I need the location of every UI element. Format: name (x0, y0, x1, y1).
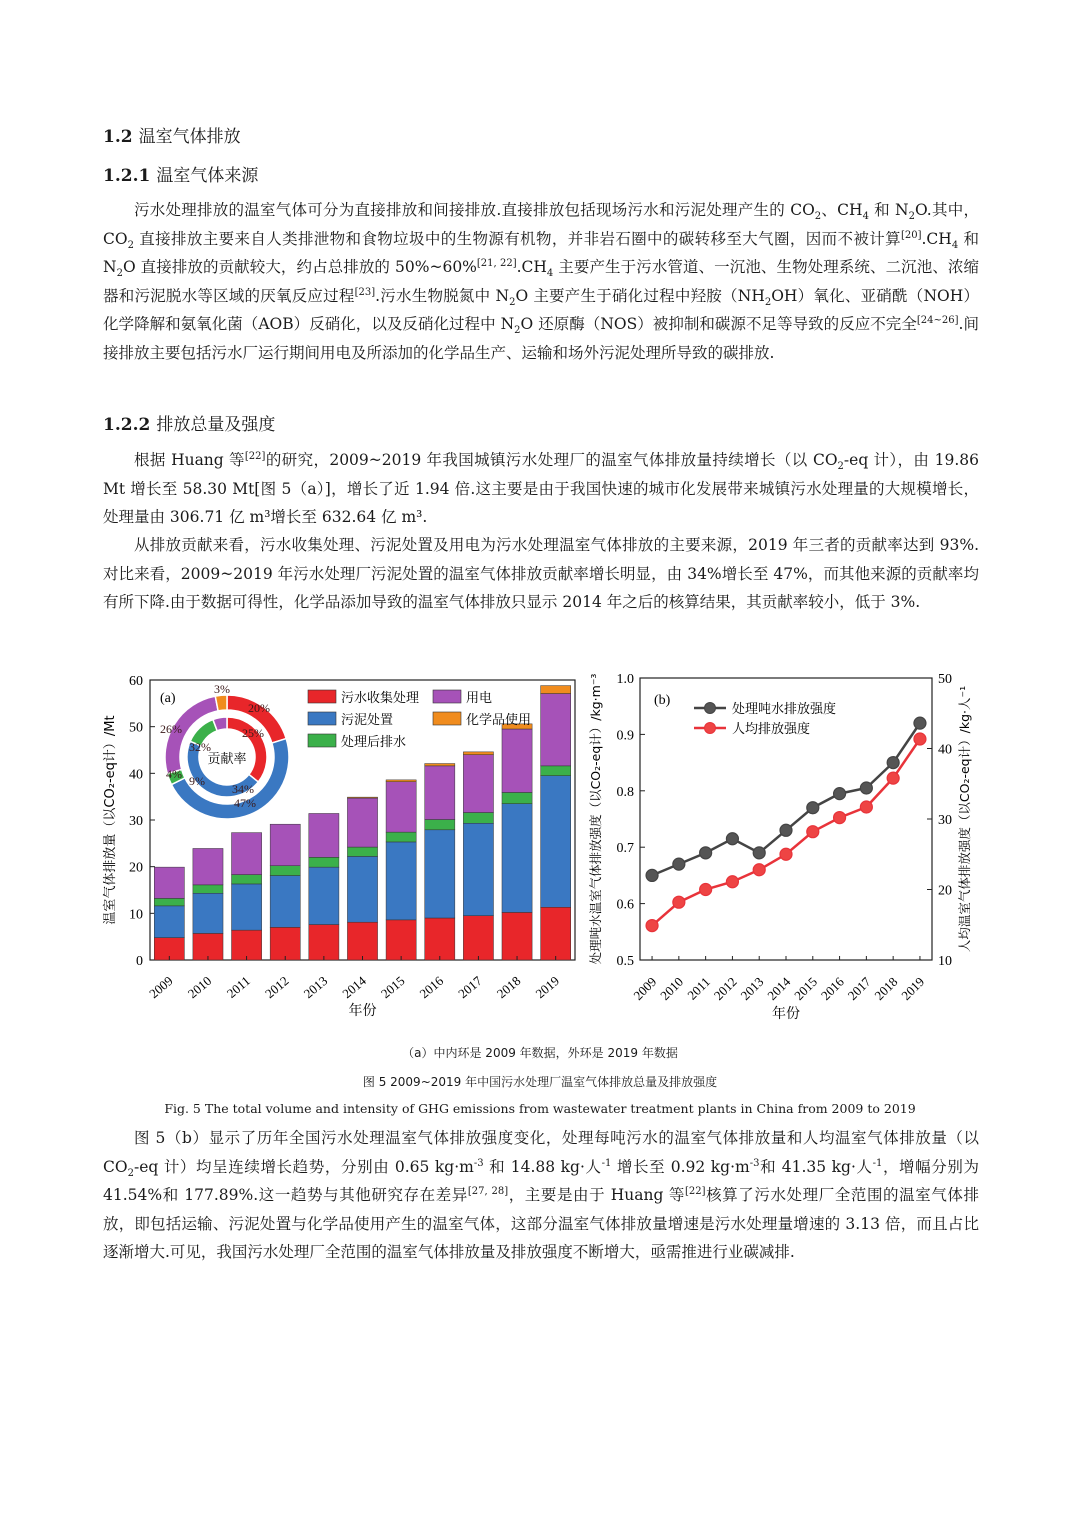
bar-segment (309, 857, 339, 867)
y-tick-label-right: 30 (938, 813, 952, 828)
x-tick-label-a: 2015 (377, 973, 408, 1002)
bar-segment (232, 875, 262, 884)
bar-segment (425, 766, 455, 820)
series-point (807, 802, 819, 814)
chart-b (588, 672, 972, 1022)
x-axis-label-b: 年份 (772, 1006, 800, 1022)
bar-segment (193, 893, 223, 933)
bar-segment (463, 823, 493, 915)
paragraph-contribution: 从排放贡献来看，污水收集处理、污泥处置及用电为污水处理温室气体排放的主要来源，2019 年三者的贡献率达到 93%.对比来看，2009~2019 年污水处理厂污泥处置的温室气体排放贡献率增长明显，由 34%增长至 47%，而其他来源的贡献率均有所下降.由于数据可得性，化学品添加导致的温室气体排放只显示 2014 年之后的核算结果，其贡献率较小，低于 3%. (103, 536, 979, 611)
series-point (914, 717, 926, 729)
x-tick-label-b: 2014 (764, 974, 794, 1003)
bar-segment (270, 824, 300, 866)
y-tick-label-right: 10 (938, 954, 952, 969)
series-point (726, 833, 738, 845)
y-tick-label-right: 20 (938, 883, 952, 899)
x-tick-label-b: 2010 (657, 974, 687, 1003)
figure-subcaption: （a）中内环是 2009 年数据，外环是 2019 年数据 (402, 1046, 678, 1060)
donut-percent-label: 32% (189, 740, 211, 754)
bar-segment (193, 848, 223, 884)
series-point (807, 826, 819, 838)
series-point (646, 920, 658, 932)
series-point (887, 772, 899, 784)
y-tick-label-a: 40 (129, 767, 143, 783)
donut-percent-label: 9% (189, 774, 205, 788)
x-tick-label-a: 2011 (223, 973, 253, 1001)
series-point (887, 757, 899, 769)
x-tick-label-a: 2018 (493, 973, 524, 1002)
bar-segment (541, 686, 571, 694)
y-tick-label-a: 30 (129, 814, 143, 829)
donut-percent-label: 3% (214, 682, 230, 696)
bar-segment (347, 798, 377, 847)
y-axis-label-left: 处理吨水温室气体排放强度（以CO₂-eq计）/kg·m⁻³ (588, 673, 603, 965)
bar-segment (541, 907, 571, 960)
legend-label-b: 人均排放强度 (732, 722, 811, 737)
figure-caption-en: Fig. 5 The total volume and intensity of GHG emissions from wastewater treatment plants in China from 2009 to 2019 (164, 1101, 916, 1116)
bar-segment (502, 804, 532, 913)
y-tick-label-a: 10 (129, 907, 143, 923)
donut-percent-label: 25% (242, 726, 264, 740)
bar-segment (463, 755, 493, 813)
bar-segment (463, 752, 493, 755)
series-point (673, 896, 685, 908)
series-point (753, 864, 765, 876)
y-tick-label-left: 0.6 (616, 897, 634, 913)
bar-segment (347, 856, 377, 922)
x-tick-label-b: 2013 (737, 974, 767, 1003)
bar-segment (154, 906, 184, 938)
bar-segment (386, 842, 416, 920)
plot-frame-b (640, 678, 932, 960)
bar-segment (270, 876, 300, 928)
series-point (780, 824, 792, 836)
y-axis-label-right: 人均温室气体排放强度（以CO₂-eq计）/kg·人⁻¹ (957, 685, 972, 953)
bar-segment (463, 916, 493, 960)
paragraph-sources: 污水处理排放的温室气体可分为直接排放和间接排放.直接排放包括现场污水和污泥处理产生的 $CO_2$、$CH_4$ 和 $N_2O$.其中，$CO_2$ 直接排放主要来自人类排泄物和食物垃圾中的生物源有机物，并非岩石圈中的碳转移至大气圈，因而不被计算$[20].CH_4$ 和 $N_2O$ 直接排放的贡献较大，约占总排放的 $50\%\sim 60\%[21, 22].CH_4$ 主要产生于污水管道、一沉池、生物处理系统、二沉池、浓缩器和污泥脱水等区域的厌氧反应过程[23].污水生物脱氮中 $N_2O$ 主要产生于硝化过程中羟胺$(NH_2OH)$氧化、亚硝酰（NOH）化学降解和氨氧化菌（AOB）反硝化，以及反硝化过程中 $N_2O$ 还原酶（NOS）被抑制和碳源不足等导致的反应不完全[24~26].间接排放主要包括污水厂运行期间用电及所添加的化学品生产、运输和场外污泥处理所导致的碳排放. (103, 201, 980, 362)
legend-marker-b (705, 703, 716, 714)
bar-segment (502, 729, 532, 792)
series-point (860, 782, 872, 794)
x-tick-label-b: 2019 (898, 974, 928, 1003)
x-tick-label-a: 2010 (184, 973, 215, 1002)
bar-segment (425, 820, 455, 830)
bar-segment (502, 792, 532, 803)
x-tick-label-b: 2018 (871, 974, 901, 1003)
legend-label-b: 处理吨水排放强度 (732, 702, 837, 717)
bar-segment (270, 927, 300, 960)
y-tick-label-left: 0.8 (616, 784, 634, 800)
donut-outer-segment (215, 695, 227, 711)
chart-a (102, 674, 575, 1019)
y-tick-label-a: 50 (129, 720, 143, 736)
bar-segment (386, 920, 416, 960)
legend-label-a: 污水收集处理 (341, 691, 420, 706)
bar-segment (347, 847, 377, 856)
donut-center-label: 贡献率 (207, 752, 247, 767)
bar-segment (232, 930, 262, 960)
series-point (834, 812, 846, 824)
bar-segment (541, 766, 571, 776)
series-point (700, 884, 712, 896)
x-tick-label-a: 2019 (532, 973, 563, 1002)
bar-segment (232, 833, 262, 875)
bar-segment (502, 912, 532, 960)
donut-percent-label: 47% (234, 796, 256, 810)
panel-label-b: (b) (654, 693, 671, 708)
x-tick-label-a: 2013 (300, 973, 331, 1002)
legend-label-a: 处理后排水 (341, 735, 407, 750)
y-tick-label-a: 0 (136, 954, 143, 969)
bar-segment (193, 885, 223, 893)
x-tick-label-a: 2016 (416, 973, 447, 1002)
legend-marker-b (705, 723, 716, 734)
bar-segment (386, 780, 416, 782)
y-tick-label-left: 0.5 (616, 954, 634, 969)
figure-caption-cn: 图 5 2009~2019 年中国污水处理厂温室气体排放总量及排放强度 (362, 1075, 718, 1089)
legend-label-a: 污泥处置 (341, 713, 394, 728)
paragraph-intensity: 图 5（b）显示了历年全国污水处理温室气体排放强度变化，处理每吨污水的温室气体排放量和人均温室气体排放量（以 $CO_2-eq$ 计）均呈连续增长趋势，分别由 0.65 $kg\cdot m^{-3}$ 和 14.88 kg·人$^{-1}$ 增长至 0.92 $kg\cdot m^{-3}$和 41.35 kg·人$^{-1}$，增幅分别为 41.54%和 177.89%.这一趋势与其他研究存在差异[27, 28]，主要是由于 Huang 等[22]核算了污水处理厂全范围的温室气体排放，即包括运输、污泥处置与化学品使用产生的温室气体，这部分温室气体排放量增速是污水处理量增速的 3.13 倍，而且占比逐渐增大.可见，我国污水处理厂全范围的温室气体排放量及排放强度不断增大，亟需推进行业碳减排. (103, 1129, 979, 1261)
x-tick-label-a: 2017 (455, 973, 485, 1002)
y-tick-label-a: 60 (129, 674, 143, 689)
y-tick-label-left: 0.9 (616, 728, 634, 744)
section-heading-1-2-1: 1.2.1 温室气体来源 (103, 166, 259, 186)
x-tick-label-b: 2017 (844, 974, 874, 1003)
y-tick-label-left: 1.0 (616, 672, 634, 687)
legend-swatch-a (308, 712, 336, 725)
y-axis-label-a: 温室气体排放量（以CO₂-eq计）/Mt (103, 715, 118, 925)
x-tick-label-b: 2012 (710, 974, 740, 1003)
series-point (914, 733, 926, 745)
x-axis-label-a: 年份 (348, 1003, 377, 1019)
donut-percent-label: 4% (166, 767, 182, 781)
series-point (700, 847, 712, 859)
y-tick-label-right: 50 (938, 672, 952, 687)
series-point (780, 848, 792, 860)
x-tick-label-b: 2015 (791, 974, 821, 1003)
x-tick-label-b: 2011 (684, 974, 713, 1003)
bar-segment (270, 866, 300, 876)
donut-percent-label: 34% (232, 782, 254, 796)
donut-percent-label: 20% (248, 701, 270, 715)
legend-swatch-a (433, 690, 461, 703)
section-heading-1-2-2: 1.2.2 排放总量及强度 (103, 415, 276, 435)
bar-segment (386, 832, 416, 842)
bar-segment (154, 898, 184, 905)
section-heading-1-2: 1.2 温室气体排放 (103, 127, 241, 147)
y-tick-label-left: 0.7 (616, 841, 634, 857)
bar-segment (309, 867, 339, 924)
bar-segment (463, 813, 493, 824)
bar-segment (541, 694, 571, 766)
bar-segment (347, 922, 377, 960)
x-tick-label-b: 2016 (817, 974, 847, 1003)
bar-segment (309, 813, 339, 857)
bar-segment (425, 918, 455, 960)
bar-segment (425, 764, 455, 766)
bar-segment (541, 776, 571, 908)
series-point (860, 801, 872, 813)
series-point (646, 869, 658, 881)
bar-segment (309, 925, 339, 960)
bar-segment (425, 830, 455, 918)
y-tick-label-right: 40 (938, 742, 952, 758)
x-tick-label-a: 2009 (146, 973, 176, 1002)
series-point (726, 876, 738, 888)
x-tick-label-a: 2014 (339, 973, 369, 1002)
legend-swatch-a (308, 690, 336, 703)
y-tick-label-a: 20 (129, 860, 143, 876)
bar-segment (154, 867, 184, 898)
legend-swatch-a (433, 712, 461, 725)
panel-label-a: (a) (160, 691, 176, 706)
bar-segment (347, 797, 377, 798)
x-tick-label-b: 2009 (630, 974, 660, 1003)
legend-swatch-a (308, 734, 336, 747)
bar-segment (386, 782, 416, 832)
series-point (834, 788, 846, 800)
x-tick-label-a: 2012 (262, 973, 292, 1002)
figure-5 (0, 660, 1080, 1040)
bar-segment (232, 884, 262, 930)
series-point (673, 858, 685, 870)
donut-percent-label: 26% (160, 722, 182, 736)
legend-label-a: 化学品使用 (466, 713, 532, 728)
legend-label-a: 用电 (466, 691, 493, 706)
series-point (753, 847, 765, 859)
paragraph-total: 根据 Huang 等[22]的研究，2009~2019 年我国城镇污水处理厂的温室气体排放量持续增长（以 $CO_2-eq$ 计），由 19.86 Mt 增长至 58.30 Mt[图 5（a）]，增长了近 1.94 倍.这主要是由于我国快速的城市化发展带来城镇污水处理量的大规模增长，处理量由 306.71 亿 m³增长至 632.64 亿 m³. (103, 450, 979, 526)
